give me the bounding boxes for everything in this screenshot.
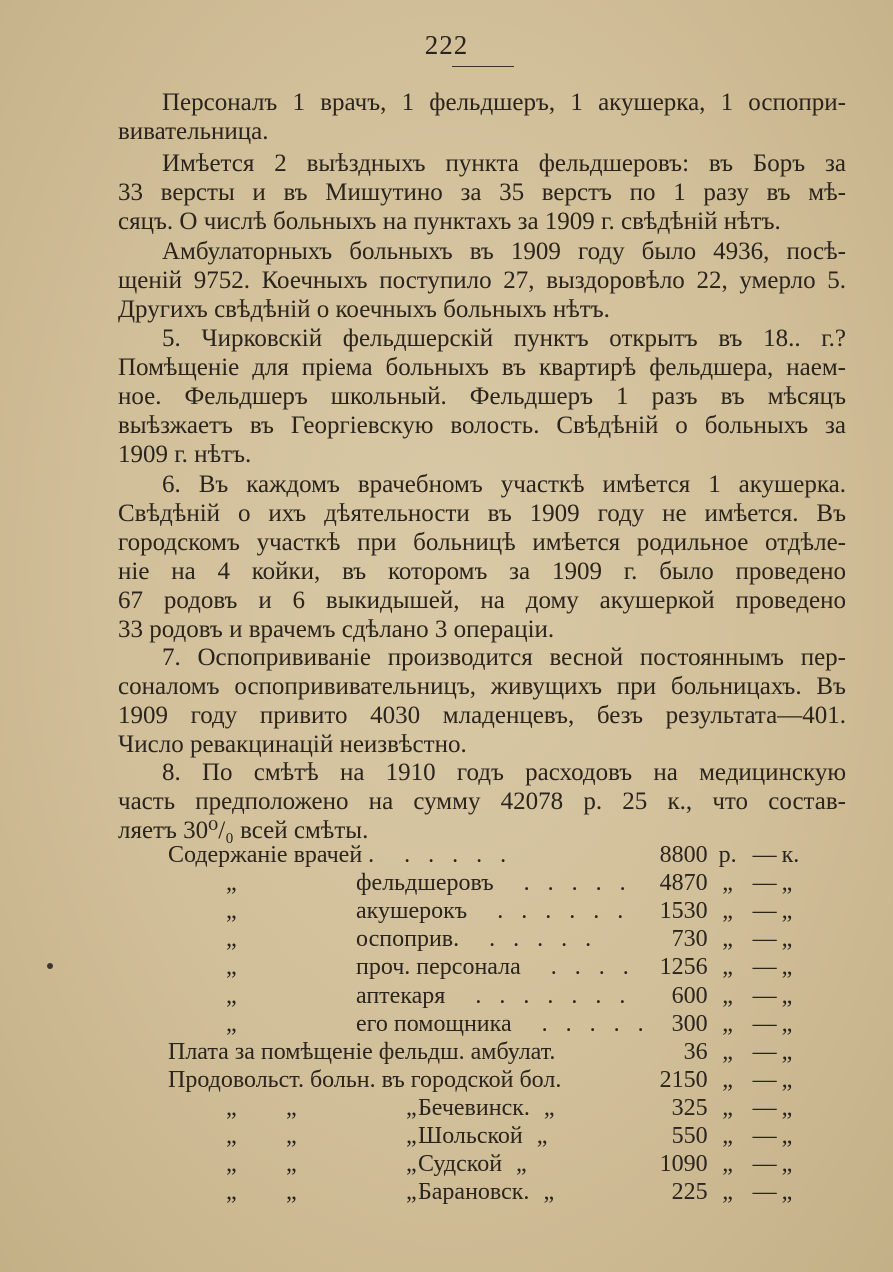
ditto-mark: „	[286, 1122, 297, 1149]
budget-item-label: Бечевинск.	[418, 1094, 530, 1121]
budget-amount: 550	[671, 1122, 708, 1149]
text-line: вивательница.	[118, 118, 269, 145]
kop-unit: „	[781, 954, 793, 981]
paragraph	[118, 88, 846, 146]
kopeck-dash: —	[752, 1038, 777, 1065]
ditto-mark: „	[226, 870, 237, 897]
budget-row	[168, 981, 810, 1009]
ditto-mark: „	[286, 1151, 297, 1178]
budget-label	[168, 1094, 650, 1122]
ditto-mark: „	[286, 1179, 297, 1206]
kop-unit: „	[781, 1094, 793, 1121]
kop-unit: „	[781, 926, 793, 953]
kopeck-dash: —	[752, 1122, 777, 1149]
text-line: городскомъ участкѣ при больницѣ имѣется родильное отдѣле-	[118, 529, 846, 556]
budget-amount: 600	[671, 982, 708, 1009]
kop-unit: „	[781, 1122, 793, 1149]
text-line: щенiй 9752. Коечныхъ поступило 27, выздоровѣло 22, умерло 5.	[118, 267, 846, 294]
budget-amount: 4870	[659, 870, 708, 897]
budget-amount: 300	[671, 1010, 708, 1037]
kop-unit: „	[781, 982, 793, 1009]
ditto-mark: „	[543, 1094, 555, 1121]
budget-label	[168, 1010, 650, 1038]
kopeck-dash: —	[752, 870, 777, 897]
rub-unit: „	[722, 982, 733, 1009]
kopeck-dash: —	[752, 926, 777, 953]
kopeck-dash: —	[752, 982, 777, 1009]
text-line: соналомъ оспопрививательницъ, живущихъ при больницахъ. Въ	[118, 673, 846, 700]
budget-row	[168, 953, 810, 981]
leader-dots: . . . . .	[404, 842, 513, 869]
budget-row	[168, 1122, 810, 1150]
budget-label	[168, 1038, 650, 1066]
ditto-mark: „	[226, 982, 237, 1009]
kop-unit: „	[781, 1179, 793, 1206]
budget-amount: 325	[671, 1094, 708, 1121]
budget-amount: 2150	[659, 1066, 708, 1093]
text-line: 1909 г. нѣтъ.	[118, 441, 252, 468]
rub-unit: „	[722, 898, 733, 925]
budget-item-label: акушерокъ	[356, 898, 468, 925]
kopeck-dash: —	[752, 954, 777, 981]
kopeck-dash: —	[752, 1151, 777, 1178]
text-line: Другихъ свѣдѣнiй о коечныхъ больныхъ нѣтъ.	[118, 296, 610, 323]
ditto-mark: „	[226, 898, 237, 925]
budget-label	[168, 897, 650, 925]
rub-unit: „	[722, 954, 733, 981]
budget-amount: 36	[683, 1038, 708, 1065]
budget-item-label: Судской	[418, 1151, 503, 1178]
budget-row	[168, 1150, 810, 1178]
budget-amount: 1090	[659, 1151, 708, 1178]
text-line: 33 родовъ и врачемъ сдѣлано 3 операцiи.	[118, 616, 555, 643]
budget-item-label: Плата за помѣщенiе фельдш. амбулат.	[168, 1038, 556, 1065]
ditto-mark: „	[286, 1094, 297, 1121]
budget-label	[168, 1178, 650, 1206]
text-line: 1909 году привито 4030 младенцевъ, безъ результата—401.	[118, 702, 846, 729]
kopeck-dash: —	[752, 1010, 777, 1037]
budget-item-label: Продовольст. больн. въ городской бол.	[168, 1066, 562, 1093]
rub-unit: „	[722, 870, 733, 897]
budget-row	[168, 869, 810, 897]
rub-unit: „	[722, 1066, 733, 1093]
rub-unit: „	[722, 1010, 733, 1037]
ditto-mark: „	[543, 1179, 555, 1206]
paragraph	[118, 324, 846, 469]
rub-unit: „	[722, 1151, 733, 1178]
kop-unit: „	[781, 1010, 793, 1037]
rub-unit: „	[722, 1122, 733, 1149]
leader-dots: . . . . .	[489, 926, 598, 953]
budget-label	[168, 1122, 650, 1150]
rub-unit: „	[722, 1179, 733, 1206]
kop-unit: к.	[781, 842, 800, 869]
ditto-mark: „	[406, 1122, 417, 1149]
leader-dots: . . . . .	[523, 870, 632, 897]
ditto-mark: „	[226, 954, 237, 981]
budget-table	[168, 841, 810, 1206]
page-number-rule	[452, 66, 514, 67]
budget-label	[168, 1150, 650, 1178]
ditto-mark: „	[226, 926, 237, 953]
text-line: Число ревакцинацiй неизвѣстно.	[118, 731, 467, 758]
text-line: Помѣщенiе для прiема больныхъ въ квартирѣ фельдшера, наем-	[118, 354, 846, 381]
budget-item-label: Барановск.	[418, 1179, 530, 1206]
leader-dots: . . . .	[550, 954, 635, 981]
budget-label	[168, 981, 650, 1009]
text-line: 6. Въ каждомъ врачебномъ участкѣ имѣется 1 акушерка.	[162, 471, 846, 498]
budget-item-label: проч. персонала	[356, 954, 521, 981]
budget-label	[168, 1066, 650, 1094]
budget-row	[168, 925, 810, 953]
budget-row	[168, 841, 810, 869]
text-line: нiе на 4 койки, въ которомъ за 1909 г. было проведено	[118, 558, 846, 585]
budget-row	[168, 1010, 810, 1038]
kopeck-dash: —	[752, 1066, 777, 1093]
budget-label	[168, 869, 650, 897]
budget-item-label: аптекаря	[356, 982, 446, 1009]
budget-amount: 1256	[659, 954, 708, 981]
text-line: Свѣдѣнiй о ихъ дѣятельности въ 1909 году не имѣется. Въ	[118, 500, 846, 527]
text-line: 8. По смѣтѣ на 1910 годъ расходовъ на медицинскую	[162, 759, 846, 786]
text-line: 33 версты и въ Мишутино за 35 верстъ по 1 разу въ мѣ-	[118, 179, 846, 206]
page-number: 222	[424, 30, 469, 60]
text-line: 67 родовъ и 6 выкидышей, на дому акушеркой проведено	[118, 587, 846, 614]
rub-unit: „	[722, 1094, 733, 1121]
budget-amount: 730	[671, 926, 708, 953]
rub-unit: „	[722, 1038, 733, 1065]
leader-dots: . . . . . .	[497, 898, 630, 925]
budget-row	[168, 1066, 810, 1094]
text-line: 5. Чирковскiй фельдшерскiй пунктъ открытъ въ 18.. г.?	[162, 325, 846, 352]
kopeck-dash: —	[752, 1094, 777, 1121]
budget-item-label: Содержанiе врачей .	[168, 842, 375, 869]
budget-amount: 1530	[659, 898, 708, 925]
ditto-mark: „	[226, 1122, 237, 1149]
budget-amount: 8800	[659, 842, 708, 869]
ditto-mark: „	[406, 1094, 417, 1121]
text-line: выѣзжаетъ въ Георгiевскую волость. Свѣдѣнiй о больныхъ за	[118, 412, 846, 439]
kop-unit: „	[781, 870, 793, 897]
leader-dots: . . . . .	[541, 1010, 650, 1037]
text-line: Амбулаторныхъ больныхъ въ 1909 году было 4936, посѣ-	[162, 238, 846, 265]
budget-row	[168, 1094, 810, 1122]
ditto-mark: „	[226, 1094, 237, 1121]
budget-row	[168, 1038, 810, 1066]
print-speck	[47, 963, 53, 969]
ditto-mark: „	[536, 1122, 548, 1149]
paragraph	[118, 149, 846, 236]
budget-item-label: фельдшеровъ	[356, 870, 494, 897]
budget-label	[168, 925, 650, 953]
kop-unit: „	[781, 1066, 793, 1093]
budget-row	[168, 897, 810, 925]
ditto-mark: „	[406, 1151, 417, 1178]
paragraph	[118, 643, 846, 759]
rub-unit: р.	[718, 842, 737, 869]
kopeck-dash: —	[752, 898, 777, 925]
rub-unit: „	[722, 926, 733, 953]
kop-unit: „	[781, 898, 793, 925]
text-line: Персоналъ 1 врачъ, 1 фельдшеръ, 1 акушерка, 1 оспопри-	[162, 89, 846, 116]
budget-label	[168, 953, 650, 981]
budget-item-label: оспоприв.	[356, 926, 460, 953]
leader-dots: . . . . . . .	[475, 982, 632, 1009]
paragraph	[118, 470, 846, 644]
budget-item-label: Шольской	[418, 1122, 523, 1149]
text-line: ное. Фельдшеръ школьный. Фельдшеръ 1 разъ въ мѣсяцъ	[118, 383, 846, 410]
ditto-mark: „	[226, 1151, 237, 1178]
ditto-mark: „	[516, 1151, 527, 1178]
text-line: ляетъ 30⁰/₀ всей смѣты.	[118, 817, 369, 844]
budget-row	[168, 1178, 810, 1206]
text-line: сяцъ. О числѣ больныхъ на пунктахъ за 1909 г. свѣдѣнiй нѣтъ.	[118, 208, 781, 235]
ditto-mark: „	[226, 1010, 237, 1037]
kopeck-dash: —	[752, 842, 777, 869]
budget-item-label: его помощника	[356, 1010, 512, 1037]
kop-unit: „	[781, 1151, 793, 1178]
text-line: 7. Оспопрививанiе производится весной постояннымъ пер-	[162, 644, 846, 671]
ditto-mark: „	[406, 1179, 417, 1206]
ditto-mark: „	[226, 1179, 237, 1206]
text-line: часть предположено на сумму 42078 р. 25 к., что состав-	[118, 788, 846, 815]
text-line: Имѣется 2 выѣздныхъ пункта фельдшеровъ: въ Боръ за	[162, 150, 846, 177]
budget-label	[168, 841, 650, 869]
paragraph	[118, 237, 846, 324]
kopeck-dash: —	[752, 1179, 777, 1206]
budget-amount: 225	[671, 1179, 708, 1206]
paragraph	[118, 758, 846, 845]
kop-unit: „	[781, 1038, 793, 1065]
